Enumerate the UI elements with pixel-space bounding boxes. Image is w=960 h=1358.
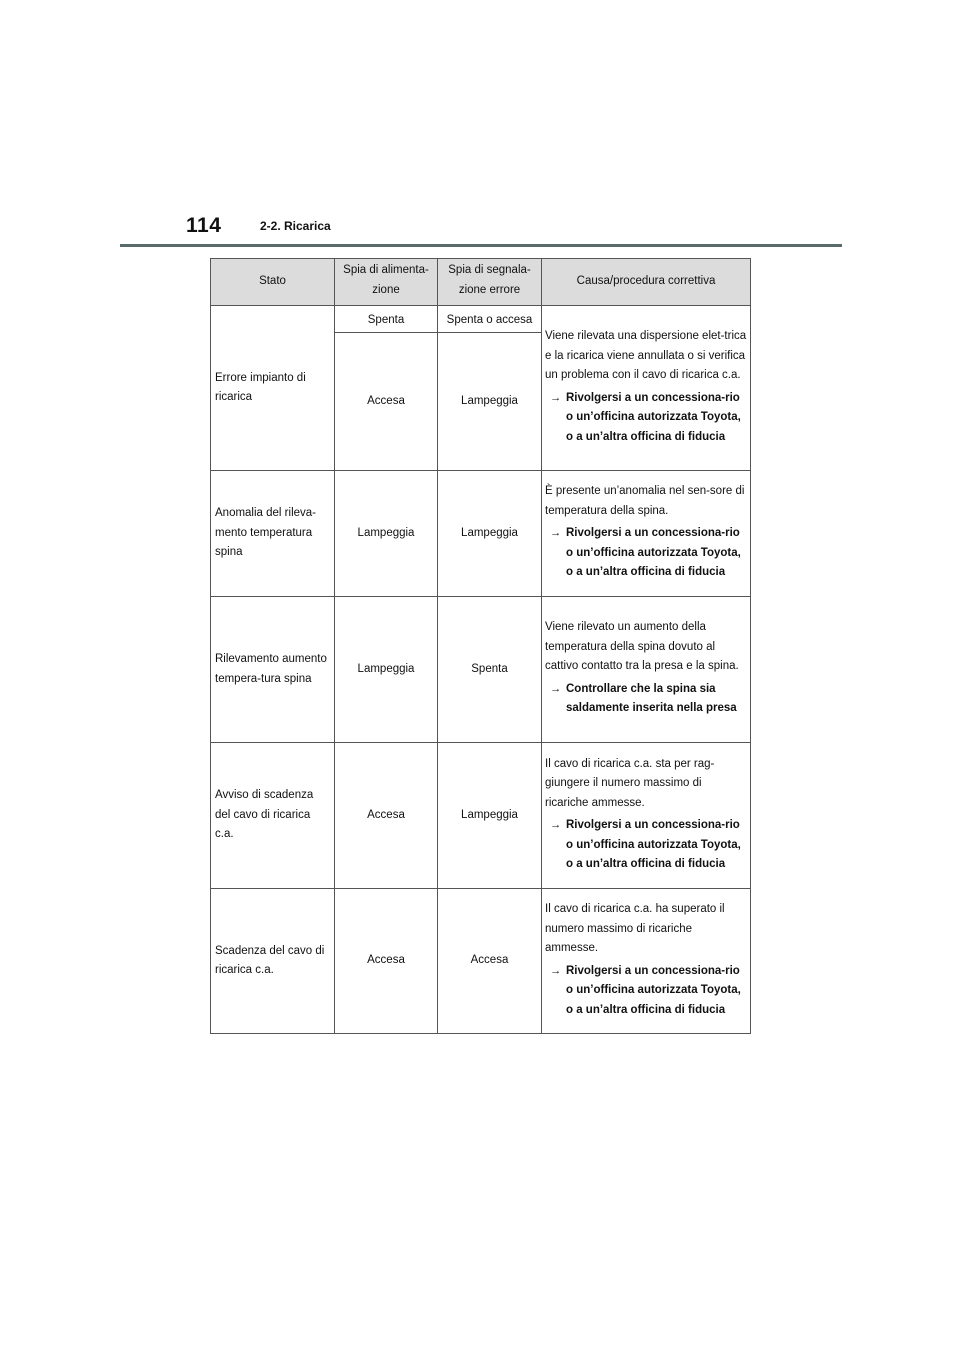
table-header-row [211,259,751,306]
cell-causa [542,471,751,597]
action-text: Rivolgersi a un concessiona-rio o un’officina autorizzata Toyota, o a un’altra officina di fiducia [566,964,741,1016]
cell-causa [542,743,751,889]
table-row [211,306,751,333]
cause-text: Il cavo di ricarica c.a. ha superato il numero massimo di ricariche ammesse. [545,903,725,954]
corrective-action [545,680,747,719]
table-row [211,743,751,889]
arrow-right-icon: → [549,964,562,977]
cell-stato: Avviso di scadenza del cavo di ricarica c.a. [211,743,335,889]
cell-stato: Rilevamento aumento tempera-tura spina [211,597,335,743]
action-text: Rivolgersi a un concessiona-rio o un’officina autorizzata Toyota, o a un’altra officina di fiducia [566,527,741,579]
header-line: zione errore [458,283,521,296]
action-text: Controllare che la spina sia saldamente inserita nella presa [566,682,737,715]
header-line: Spia di alimenta- [343,264,429,276]
table-row [211,889,751,1034]
corrective-action [545,962,747,1021]
cell-alimentazione: Lampeggia [335,597,438,743]
cell-segnalazione: Lampeggia [438,471,542,597]
table-row [211,597,751,743]
cell-segnalazione: Spenta o accesa [438,306,542,333]
cell-alimentazione: Accesa [335,743,438,889]
corrective-action [545,524,747,583]
arrow-right-icon: → [549,819,562,831]
cell-causa [542,597,751,743]
header-spia-alimentazione [335,259,438,306]
header-spia-segnalazione [438,259,542,306]
cell-segnalazione: Accesa [438,889,542,1034]
header-stato: Stato [211,259,335,306]
table-row [211,471,751,597]
cell-alimentazione: Lampeggia [335,471,438,597]
cause-text: Viene rilevato un aumento della temperatura della spina dovuto al cattivo contatto tra la presa e la spina. [545,621,739,673]
header-line: Spia di segnala- [448,264,531,276]
cell-alimentazione: Spenta [335,306,438,333]
cause-text: Il cavo di ricarica c.a. sta per rag-giungere il numero massimo di ricariche ammesse. [545,757,715,809]
cell-segnalazione: Lampeggia [438,333,542,471]
arrow-right-icon: → [549,527,562,540]
page-number: 114 [186,214,222,237]
section-title: 2-2. Ricarica [260,219,331,233]
cell-stato: Scadenza del cavo di ricarica c.a. [211,889,335,1034]
status-table [210,258,751,1034]
cell-segnalazione: Lampeggia [438,743,542,889]
header-causa: Causa/procedura correttiva [542,259,751,306]
action-text: Rivolgersi a un concessiona-rio o un’officina autorizzata Toyota, o a un’altra officina di fiducia [566,819,741,870]
corrective-action [545,389,747,448]
action-text: Rivolgersi a un concessiona-rio o un’officina autorizzata Toyota, o a un’altra officina di fiducia [566,391,741,443]
cause-text: Viene rilevata una dispersione elet-trica e la ricarica viene annullata o si verifica un problema con il cavo di ricarica c.a. [545,330,747,381]
cell-stato: Errore impianto di ricarica [211,306,335,471]
header-line: zione [372,283,400,296]
header-rule [120,244,842,247]
arrow-right-icon: → [549,391,562,404]
corrective-action [545,816,747,875]
cause-text: È presente un’anomalia nel sen-sore di temperatura della spina. [545,485,745,517]
cell-segnalazione: Spenta [438,597,542,743]
cell-causa [542,306,751,471]
cell-causa [542,889,751,1034]
cell-alimentazione: Accesa [335,889,438,1034]
cell-stato: Anomalia del rileva-mento temperatura spina [211,471,335,597]
arrow-right-icon: → [549,682,562,695]
cell-alimentazione: Accesa [335,333,438,471]
